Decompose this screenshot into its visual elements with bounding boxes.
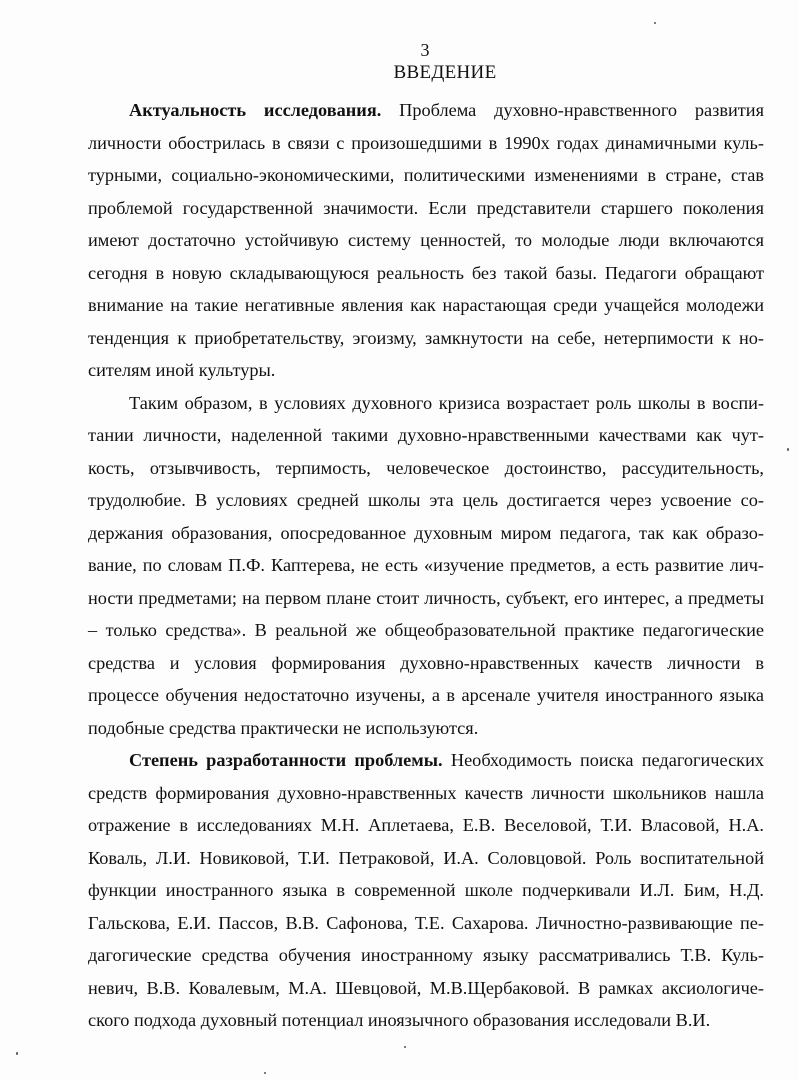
scan-speck [404, 1046, 406, 1048]
paragraph-lead: Актуальность исследования. [129, 100, 382, 120]
scan-speck [654, 22, 656, 24]
scan-speck [264, 1072, 266, 1074]
paragraph-relevance [88, 94, 764, 387]
scan-speck [787, 448, 789, 451]
page-number: 3 [420, 40, 430, 60]
paragraph-lead: Степень разработанности проблемы. [129, 750, 443, 770]
section-heading: ВВЕДЕНИЕ [393, 62, 497, 83]
body-text [88, 94, 764, 1037]
scan-speck [16, 1052, 18, 1055]
paragraph-development-degree [88, 744, 764, 1037]
paragraph-crisis [88, 387, 764, 745]
paragraph-text: Таким образом, в условиях духовного кризиса возрастает роль школы в воспитании личности, наделенной такими духовно-нравственными качествами как чуткость, отзывчивость, терпимость, человеческое достоинство, рассудительность, трудолюбие. В условиях средней школы эта цель достигается через усвоение содержания образования, опосредованное духовным миром педагога, так как образование, по словам П.Ф. Каптерева, не есть «изучение предметов, а есть развитие личности предметами; на первом плане стоит личность, субъект, его интерес, а предметы – только средства». В реальной же общеобразовательной практике педагогические средства и условия формирования духовно-нравственных качеств личности в процессе обучения недостаточно изучены, а в арсенале учителя иностранного языка подобные средства практически не используются. [88, 392, 764, 738]
paragraph-text: Необходимость поиска педагогических средств формирования духовно-нравственных качеств личности школьников нашла отражение в исследованиях М.Н. Аплетаева, Е.В. Веселовой, Т.И. Власовой, Н.А. Коваль, Л.И. Новиковой, Т.И. Петраковой, И.А. Соловцовой. Роль воспитательной функции иностранного языка в современной школе подчеркивали И.Л. Бим, Н.Д. Гальскова, Е.И. Пассов, В.В. Сафонова, Т.Е. Сахарова. Личностно-развивающие педагогические средства обучения иностранному языку рассматривались Т.В. Кульневич, В.В. Ковалевым, М.А. Шевцовой, М.В.Щербаковой. В рамках аксиологического подхода духовный потенциал иноязычного образования исследовали В.И. [88, 750, 764, 1030]
paragraph-text: Проблема духовно-нравственного развития личности обострилась в связи с произошедшими в 1990х годах динамичными культурными, социально-экономическими, политическими изменениями в стране, став проблемой государственной значимости. Если представители старшего поколения имеют достаточно устойчивую систему ценностей, то молодые люди включаются сегодня в новую складывающуюся реальность без такой базы. Педагоги обращают внимание на такие негативные явления как нарастающая среди учащейся молодежи тенденция к приобретательству, эгоизму, замкнутости на себе, нетерпимости к носителям иной культуры. [88, 100, 764, 380]
